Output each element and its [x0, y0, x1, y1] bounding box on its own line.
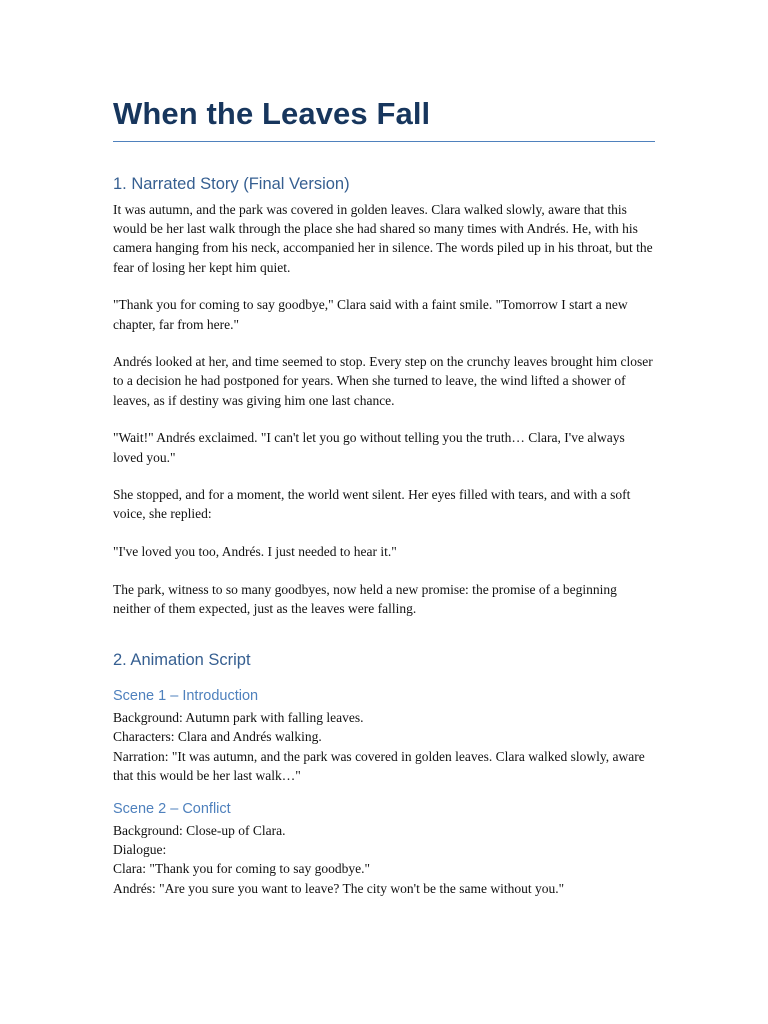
story-paragraph: It was autumn, and the park was covered in golden leaves. Clara walked slowly, aware that this would be her last walk through the place she had shared so many times with Andrés. He, with his camera hanging from his neck, accompanied her in silence. The words piled up in his throat, but the fear of losing her kept him quiet. — [113, 202, 653, 275]
script-line: Background: Autumn park with falling leaves. — [113, 710, 364, 726]
scene-heading-introduction: Scene 1 – Introduction — [113, 688, 259, 705]
section-heading-narrated-story: 1. Narrated Story (Final Version) — [113, 175, 350, 193]
script-line: Background: Close-up of Clara. — [113, 823, 286, 839]
script-line: Andrés: "Are you sure you want to leave? The city won't be the same without you." — [113, 880, 565, 896]
section-heading-animation-script: 2. Animation Script — [113, 651, 251, 670]
script-line: Clara: "Thank you for coming to say goodbye." — [113, 861, 370, 877]
script-line: Characters: Clara and Andrés walking. — [113, 729, 322, 745]
story-paragraph: "Wait!" Andrés exclaimed. "I can't let you go without telling you the truth… Clara, I've always loved you." — [113, 430, 625, 465]
story-paragraph: Andrés looked at her, and time seemed to stop. Every step on the crunchy leaves brought him closer to a decision he had postponed for years. When she turned to leave, the wind lifted a shower of leaves, as if destiny was giving him one last chance. — [113, 354, 653, 408]
title-underline-divider — [113, 141, 655, 142]
scene-2-lines — [113, 821, 654, 898]
scene-1-lines — [113, 708, 654, 785]
story-paragraph: "Thank you for coming to say goodbye," Clara said with a faint smile. "Tomorrow I start a new chapter, far from here." — [113, 297, 628, 332]
document-title: When the Leaves Fall — [113, 96, 431, 131]
scene-heading-conflict: Scene 2 – Conflict — [113, 801, 231, 818]
story-paragraph: "I've loved you too, Andrés. I just needed to hear it." — [113, 544, 397, 560]
story-paragraph: The park, witness to so many goodbyes, now held a new promise: the promise of a beginning neither of them expected, just as the leaves were falling. — [113, 581, 617, 617]
script-line: Narration: "It was autumn, and the park was covered in golden leaves. Clara walked slowly, aware that this would be her last walk…" — [113, 748, 645, 783]
script-line: Dialogue: — [113, 842, 167, 858]
story-paragraph: She stopped, and for a moment, the world went silent. Her eyes filled with tears, and with a soft voice, she replied: — [113, 487, 631, 522]
